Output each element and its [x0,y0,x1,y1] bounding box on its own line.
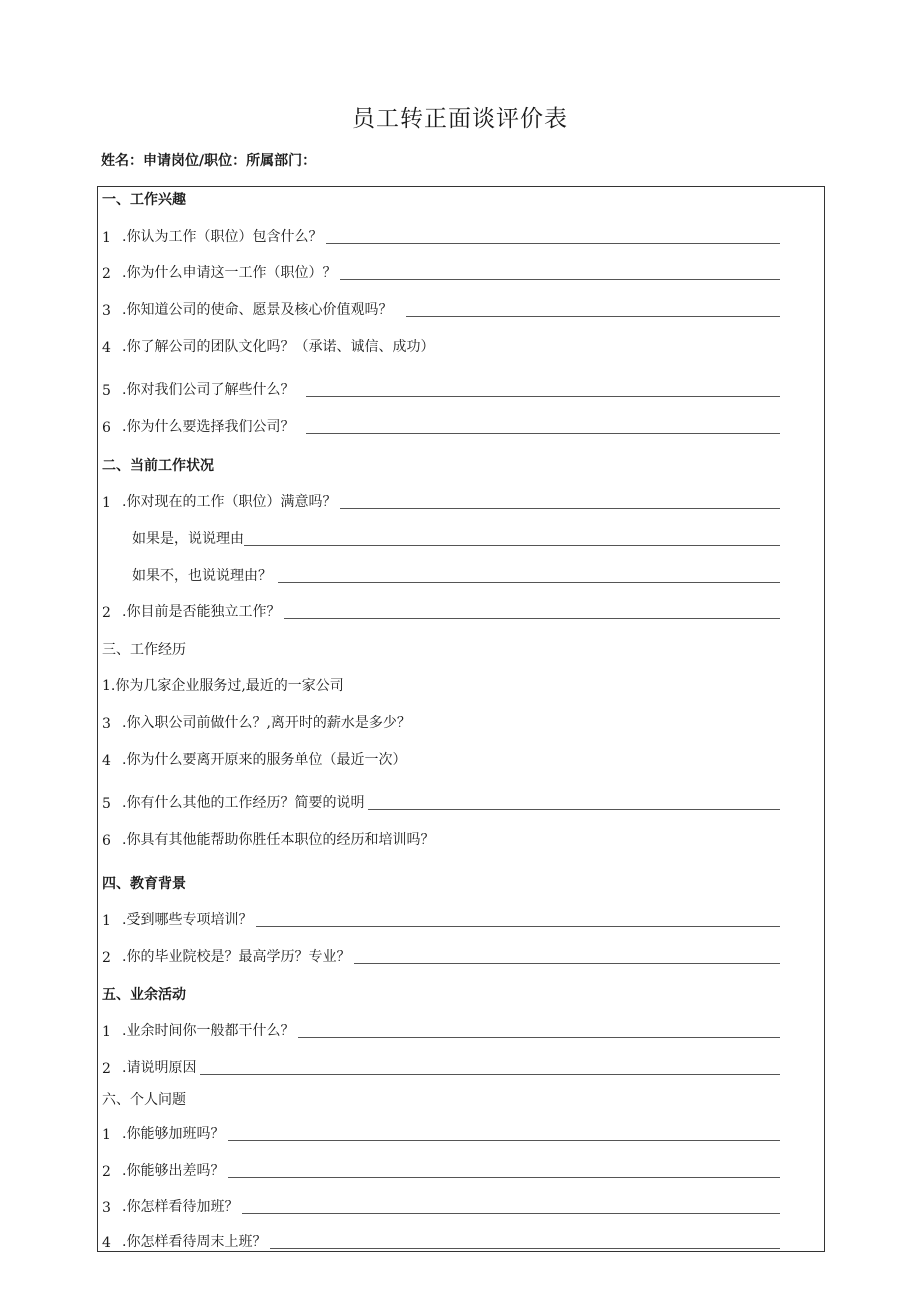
answer-line[interactable] [278,581,780,583]
question-row [98,790,824,812]
question-number: 4 [102,753,111,769]
answer-line[interactable] [340,278,780,280]
answer-line[interactable] [228,1176,780,1178]
section-personal: 六、个人问题 [102,1092,186,1108]
question-number: 6 [102,833,111,849]
question-text: .你认为工作（职位）包含什么？ [122,229,323,245]
question-row [98,414,824,436]
question-number: 5 [102,796,111,812]
question-number: 3 [102,716,111,732]
question-number: 1 [102,913,111,929]
question-row [98,260,824,282]
question-number: 2 [102,1164,111,1180]
question-row [98,1194,824,1216]
question-row [98,747,824,769]
answer-line[interactable] [256,925,780,927]
question-number: 3 [102,1200,111,1216]
question-number: 2 [102,950,111,966]
question-number: 2 [102,1061,111,1077]
question-text: .你了解公司的团队文化吗？（承诺、诚信、成功） [122,339,435,355]
question-text: 如果是，说说理由 [132,531,244,547]
question-row [98,1018,824,1040]
question-row [98,334,824,356]
answer-line[interactable] [284,617,780,619]
question-text: .请说明原因 [122,1060,197,1076]
question-row [98,673,824,695]
question-text: .你对我们公司了解些什么？ [122,382,295,398]
question-text: .业余时间你一般都干什么？ [122,1023,295,1039]
question-row [98,1158,824,1180]
question-number: 2 [102,266,111,282]
question-number: 4 [102,1235,111,1251]
question-number: 4 [102,340,111,356]
section-work-interest: 一、工作兴趣 [102,192,186,208]
answer-line[interactable] [306,395,780,397]
answer-line[interactable] [242,1212,780,1214]
question-row [98,563,824,585]
question-text: .你入职公司前做什么？,离开时的薪水是多少？ [122,715,411,731]
question-row [98,1055,824,1077]
question-text: .你怎样看待周末上班？ [122,1234,267,1250]
question-text: .你目前是否能独立工作？ [122,604,281,620]
question-row [98,599,824,621]
answer-line[interactable] [326,242,780,244]
applicant-info-line: 姓名：申请岗位/职位：所属部门： [101,153,317,169]
question-text: .你的毕业院校是？最高学历？专业？ [122,949,351,965]
question-row [98,526,824,548]
question-number: 3 [102,303,111,319]
question-row [98,710,824,732]
question-text: .你为什么要离开原来的服务单位（最近一次） [122,752,407,768]
question-number: 6 [102,420,111,436]
question-number: 2 [102,605,111,621]
question-row [98,377,824,399]
answer-line[interactable] [244,544,780,546]
question-row [98,827,824,849]
question-text: .受到哪些专项培训？ [122,912,253,928]
question-text: .你具有其他能帮助你胜任本职位的经历和培训吗？ [122,832,435,848]
section-work-history: 三、工作经历 [102,642,186,658]
question-text: .你能够出差吗？ [122,1163,225,1179]
answer-line[interactable] [200,1073,780,1075]
question-text: .你怎样看待加班？ [122,1199,239,1215]
section-current-work: 二、当前工作状况 [102,458,214,474]
question-text: .你为什么要选择我们公司？ [122,419,295,435]
question-number: 1 [102,495,111,511]
question-text: .你为什么申请这一工作（职位）？ [122,265,337,281]
answer-line[interactable] [406,315,780,317]
question-text: 如果不，也说说理由？ [132,568,272,584]
question-number: 1 [102,1024,111,1040]
question-row [98,224,824,246]
question-text: .你有什么其他的工作经历？简要的说明 [122,795,365,811]
answer-line[interactable] [340,507,780,509]
question-text: 1.你为几家企业服务过,最近的一家公司 [102,678,344,694]
answer-line[interactable] [368,808,780,810]
question-number: 1 [102,1127,111,1143]
question-number: 1 [102,230,111,246]
question-row [98,297,824,319]
page-title: 员工转正面谈评价表 [352,106,568,132]
answer-line[interactable] [270,1247,780,1249]
answer-line[interactable] [306,432,780,434]
answer-line[interactable] [228,1139,780,1141]
section-education: 四、教育背景 [102,876,186,892]
section-leisure: 五、业余活动 [102,987,186,1003]
question-text: .你能够加班吗？ [122,1126,225,1142]
answer-line[interactable] [298,1036,780,1038]
question-row [98,944,824,966]
question-text: .你知道公司的使命、愿景及核心价值观吗？ [122,302,393,318]
answer-line[interactable] [354,962,780,964]
question-number: 5 [102,383,111,399]
question-row [98,1229,824,1251]
question-text: .你对现在的工作（职位）满意吗？ [122,494,337,510]
question-row [98,1121,824,1143]
evaluation-form [97,186,825,1252]
question-row [98,489,824,511]
question-row [98,907,824,929]
